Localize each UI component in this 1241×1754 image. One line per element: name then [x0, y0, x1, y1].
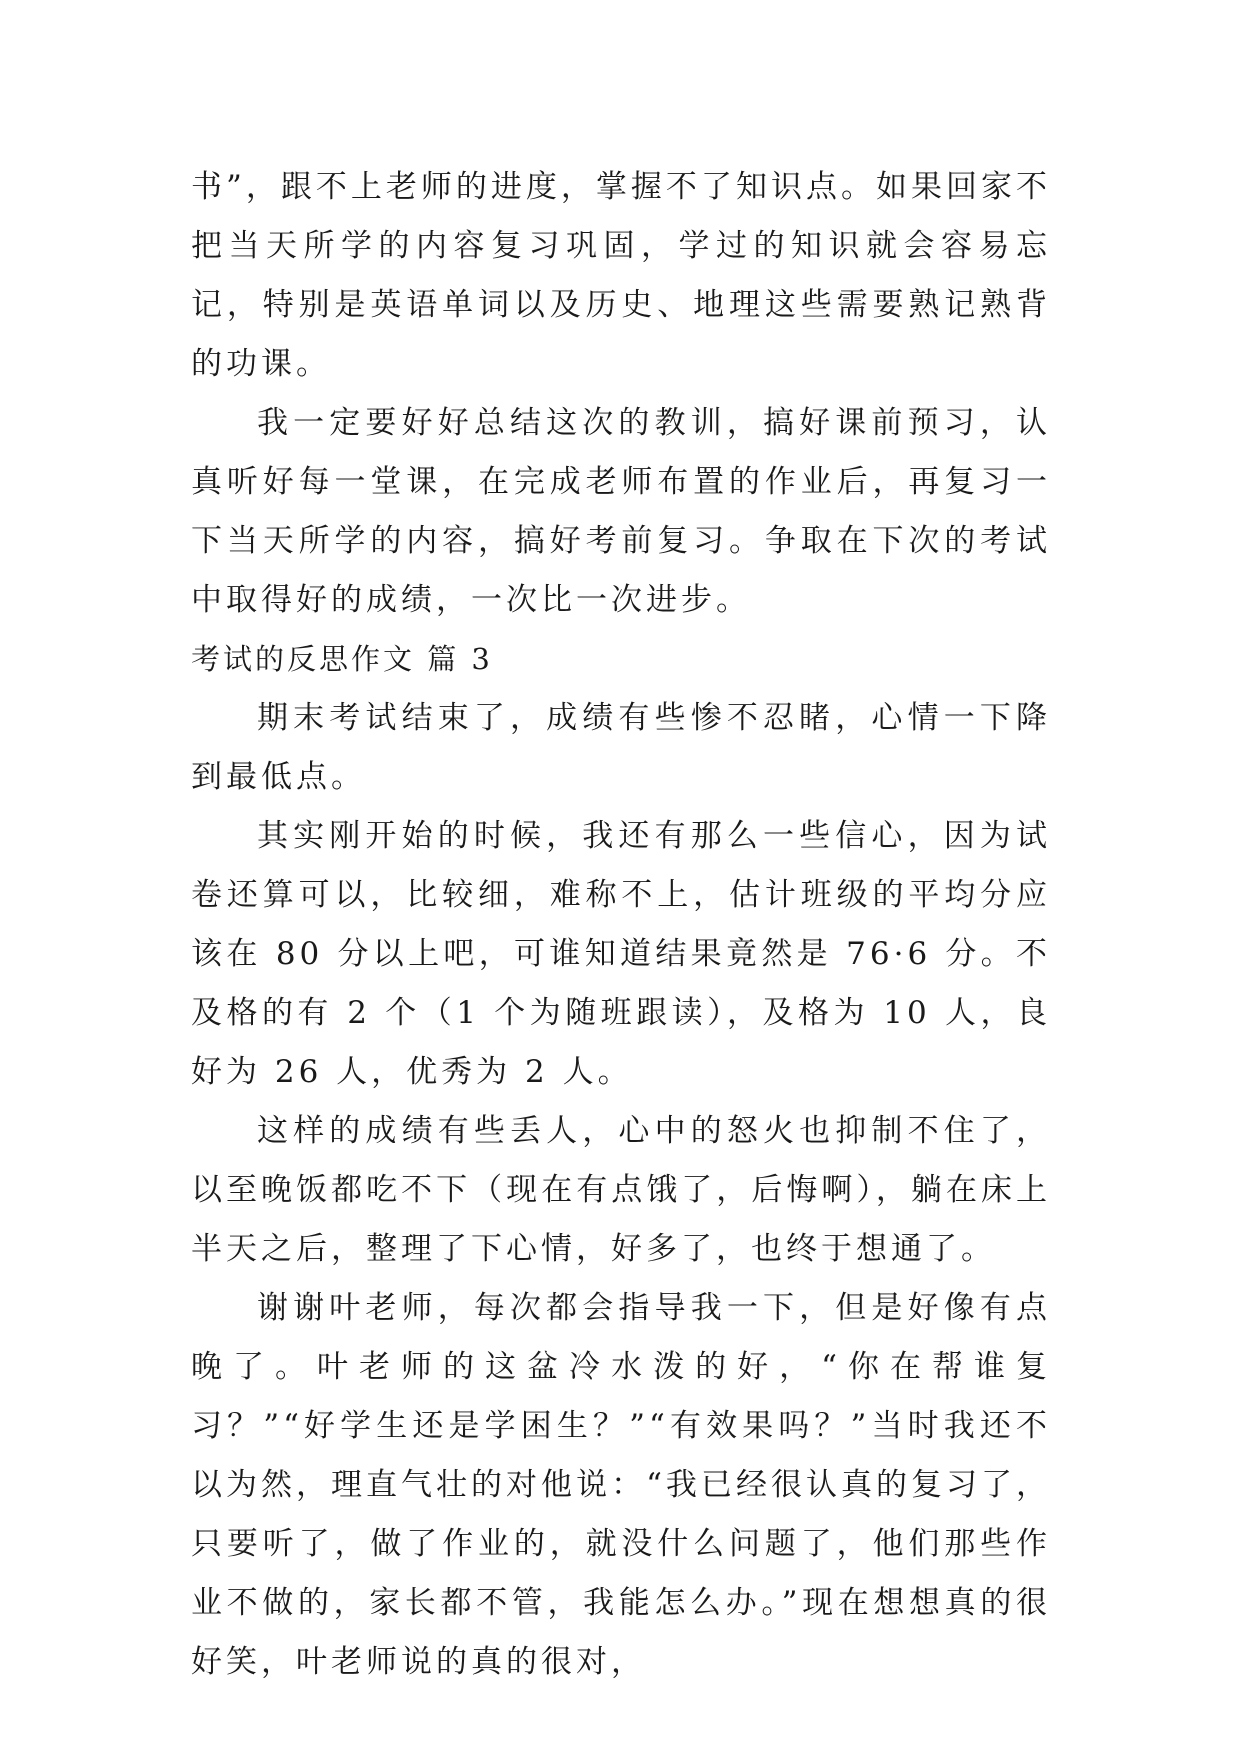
paragraph-1: 书”，跟不上老师的进度，掌握不了知识点。如果回家不把当天所学的内容复习巩固，学过的知识就会容易忘记，特别是英语单词以及历史、地理这些需要熟记熟背的功课。	[191, 169, 1051, 382]
paragraph-2: 我一定要好好总结这次的教训，搞好课前预习，认真听好每一堂课，在完成老师布置的作业后，再复习一下当天所学的内容，搞好考前复习。争取在下次的考试中取得好的成绩，一次比一次进步。	[191, 405, 1051, 618]
paragraph-3: 期末考试结束了，成绩有些惨不忍睹，心情一下降到最低点。	[191, 700, 1051, 795]
section-title: 考试的反思作文 篇 3	[191, 642, 493, 676]
paragraph-5: 这样的成绩有些丢人，心中的怒火也抑制不住了，以至晚饭都吃不下（现在有点饿了，后悔啊），躺在床上半天之后，整理了下心情，好多了，也终于想通了。	[191, 1113, 1051, 1267]
paragraph-6: 谢谢叶老师，每次都会指导我一下，但是好像有点晚了。叶老师的这盆冷水泼的好，“你在帮谁复习？”“好学生还是学困生？”“有效果吗？”当时我还不以为然，理直气壮的对他说：“我已经很认真的复习了，只要听了，做了作业的，就没什么问题了，他们那些作业不做的，家长都不管，我能怎么办。”现在想想真的很好笑，叶老师说的真的很对，	[191, 1290, 1051, 1680]
document-body	[191, 158, 1051, 1692]
paragraph-4: 其实刚开始的时候，我还有那么一些信心，因为试卷还算可以，比较细，难称不上，估计班级的平均分应该在 80 分以上吧，可谁知道结果竟然是 76·6 分。不及格的有 2 个（1 个为随班跟读），及格为 10 人，良好为 26 人，优秀为 2 人。	[191, 818, 1051, 1090]
